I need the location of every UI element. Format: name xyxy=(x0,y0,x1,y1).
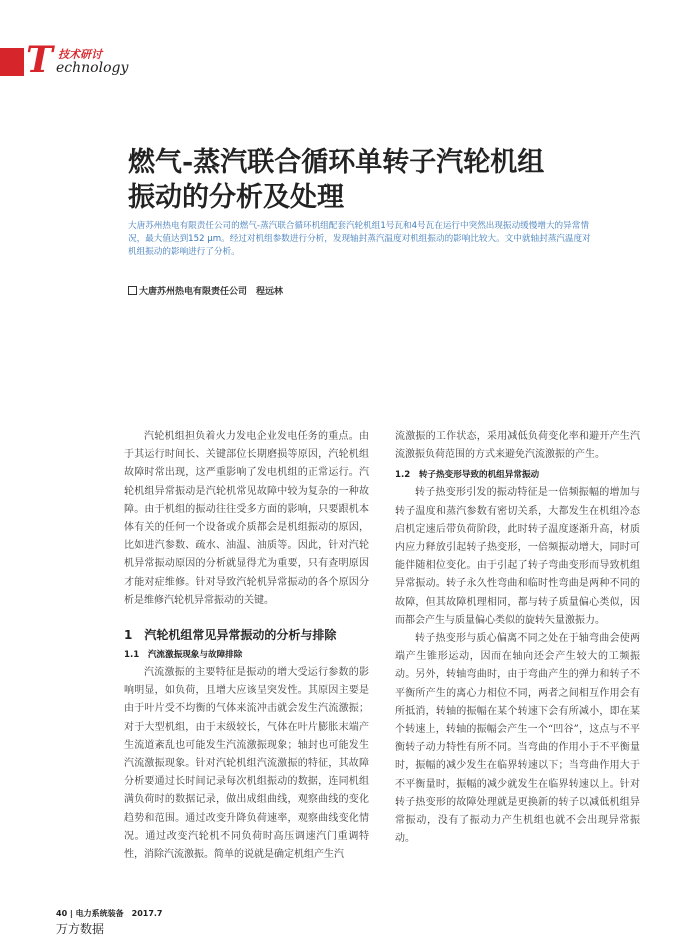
left-column xyxy=(124,428,369,864)
subsection-heading-1-1: 1.1 汽流激振现象与故障排除 xyxy=(124,650,243,661)
section-logo xyxy=(0,39,140,84)
logo-red-bar xyxy=(0,48,24,76)
section-label-en: echnology xyxy=(56,60,129,76)
square-bullet-icon xyxy=(128,286,137,295)
right-column xyxy=(395,428,640,848)
section-heading-1: 1 汽轮机组常见异常振动的分析与排除 xyxy=(124,628,337,643)
title-line-2: 振动的分析及处理 xyxy=(128,182,344,213)
author-line xyxy=(128,284,283,297)
intro-paragraph: 汽轮机组担负着火力发电企业发电任务的重点。由于其运行时间长、关键部位长期磨损等原因，汽轮机组故障时常出现，这严重影响了发电机组的正常运行。汽轮机组异常振动是汽轮机常见故障中较为复杂的一种故障。由于机组的振动往往受多方面的影响，只要跟机本体有关的任何一个设备或介质都会是机组振动的原因，比如进汽参数、疏水、油温、油质等。因此，针对汽轮机异常振动原因的分析就显得尤为重要，只有查明原因才能对症维修。针对导致汽轮机异常振动的各个原因分析是维修汽轮机异常振动的关键。 xyxy=(124,431,369,606)
watermark: 万方数据 xyxy=(56,922,105,936)
article-title xyxy=(128,145,648,215)
paragraph-1-2-b: 转子热变形与质心偏离不同之处在于轴弯曲会使两端产生锥形运动，因而在轴向还会产生较大的工频振动。另外，转轴弯曲时，由于弯曲产生的弹力和转子不平衡所产生的离心力相位不同，两者之间相互作用会有所抵消，转轴的振幅在某个转速下会有所减小，即在某个转速上，转轴的振幅会产生一个“凹谷”，这点与不平衡转子动力特性有所不同。当弯曲的作用小于不平衡量时，振幅的减少发生在临界转速以下；当弯曲作用大于不平衡量时，振幅的减少就发生在临界转速以上。针对转子热变形的故障处理就是更换新的转子以减低机组异常振动，没有了振动力产生机组也就不会出现异常振动。 xyxy=(395,633,640,845)
logo-initial: T xyxy=(26,39,53,81)
paragraph-1-1: 汽流激振的主要特征是振动的增大受运行参数的影响明显，如负荷，且增大应该呈突发性。其原因主要是由于叶片受不均衡的气体来流冲击就会发生汽流激振；对于大型机组，由于末级较长，气体在叶片膨胀末端产生流道紊乱也可能发生汽流激振现象；轴封也可能发生汽流激振现象。针对汽轮机组汽流激振的特征，其故障分析要通过长时间记录每次机组振动的数据，连同机组满负荷时的数据记录，做出成组曲线，观察曲线的变化趋势和范围。通过改变升降负荷速率，观察曲线变化情况。通过改变汽轮机不同负荷时高压调速汽门重调特性，消除汽流激振。简单的说就是确定机组产生汽 xyxy=(124,667,369,861)
subsection-heading-1-2: 1.2 转子热变形导致的机组异常振动 xyxy=(395,470,540,481)
article-abstract: 大唐苏州热电有限责任公司的燃气-蒸汽联合循环机组配套汽轮机组1号瓦和4号瓦在运行中突然出现振动缓慢增大的异常情况，最大值达到152 μm。经过对机组参数进行分析，发现轴封蒸汽温度对机组振动的影响比较大。文中就轴封蒸汽温度对机组振动的影响进行了分析。 xyxy=(128,221,591,257)
section-label-cn: 技术研讨 xyxy=(58,48,102,61)
title-line-1: 燃气-蒸汽联合循环单转子汽轮机组 xyxy=(128,147,545,178)
author-text: 大唐苏州热电有限责任公司 程远林 xyxy=(139,287,284,297)
paragraph-1-1-continued: 流激振的工作状态，采用减低负荷变化率和避开产生汽流激振负荷范围的方式来避免汽流激振的产生。 xyxy=(395,431,640,461)
page-footer: 40 | 电力系统装备 2017.7 xyxy=(56,909,163,918)
paragraph-1-2-a: 转子热变形引发的振动特征是一倍频振幅的增加与转子温度和蒸汽参数有密切关系，大都发生在机组冷态启机定速后带负荷阶段，此时转子温度逐渐升高，材质内应力释放引起转子热变形，一倍频振动增大，同时可能伴随相位变化。由于引起了转子弯曲变形而导致机组异常振动。转子永久性弯曲和临时性弯曲是两种不同的故障，但其故障机理相同，都与转子质量偏心类似，因而都会产生与质量偏心类似的旋转矢量激振力。 xyxy=(395,487,640,626)
